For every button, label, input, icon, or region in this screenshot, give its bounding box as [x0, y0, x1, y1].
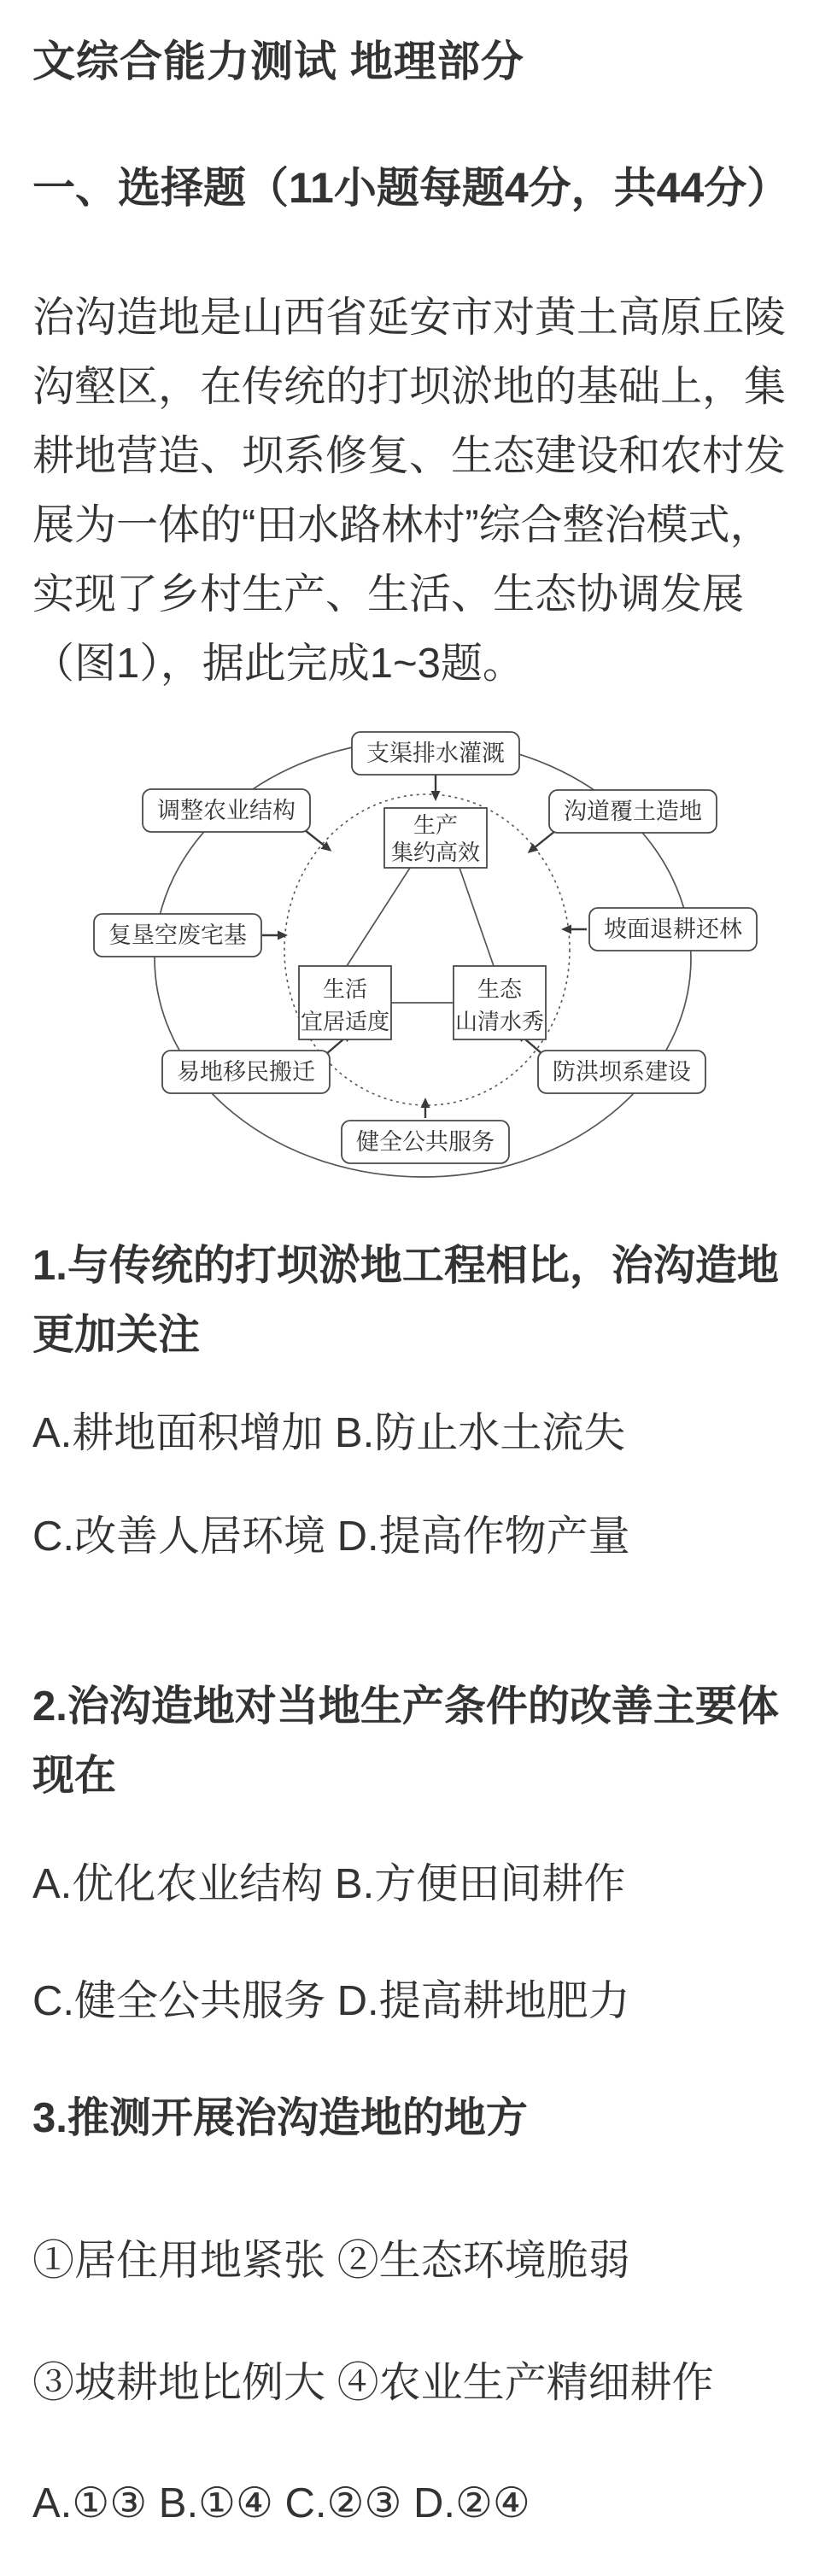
node-label: 健全公共服务 [356, 1129, 495, 1155]
arrow-top-right-icon [530, 831, 555, 852]
figure-1-gully-diagram [68, 729, 769, 1218]
node-reclaim-vacant-homesteads [94, 914, 261, 957]
node-living-livable-moderate [299, 966, 391, 1039]
node-label: 易地移民搬迁 [177, 1059, 315, 1085]
node-label-line1: 生态 [477, 976, 523, 1002]
node-slope-farmland-to-forest [589, 908, 757, 951]
node-flood-control-dam-construction [538, 1051, 705, 1093]
question-3-items-1-2: ①居住用地紧张 ②生态环境脆弱 [32, 2238, 630, 2284]
node-ecology-clear-mountains-waters [454, 966, 546, 1039]
intro-line-5: 实现了乡村生产、生活、生态协调发展 [32, 571, 745, 618]
question-1 [32, 1232, 805, 1572]
node-channel-soil-landmaking [549, 790, 717, 833]
triangle-line-left [347, 868, 410, 966]
question-3 [32, 2084, 805, 2538]
node-label: 沟道覆土造地 [564, 799, 702, 824]
node-production-intensive-efficient [384, 808, 487, 868]
section-heading: 一、选择题（11小题每题4分，共44分） [32, 164, 790, 212]
intro-line-4: 展为一体的“田水路林村”综合整治模式， [32, 502, 772, 548]
node-label: 支渠排水灌溉 [366, 741, 505, 766]
node-improve-public-services [342, 1121, 509, 1163]
question-1-stem-line-2: 更加关注 [32, 1312, 201, 1358]
node-relocation-migration [162, 1051, 330, 1093]
node-label-line1: 生活 [322, 976, 368, 1002]
intro-line-6: （图1），据此完成1~3题。 [32, 641, 524, 687]
question-2-options-cd: C.健全公共服务 D.提高耕地肥力 [32, 1978, 630, 2024]
question-2-stem-line-2: 现在 [32, 1753, 117, 1799]
question-1-options-ab: A.耕地面积增加 B.防止水土流失 [32, 1410, 626, 1456]
page-title: 文综合能力测试 地理部分 [32, 38, 524, 85]
node-label: 坡面退耕还林 [604, 916, 742, 942]
question-2-options-ab: A.优化农业结构 B.方便田间耕作 [32, 1861, 626, 1907]
question-2-stem-line-1: 2.治沟造地对当地生产条件的改善主要体 [32, 1683, 779, 1730]
node-label: 调整农业结构 [157, 798, 296, 823]
node-label: 复垦空废宅基 [108, 922, 247, 948]
node-adjust-agriculture-structure [143, 789, 310, 832]
intro-paragraph [32, 284, 805, 699]
gully-cycle-svg [68, 729, 769, 1218]
node-label-line2: 集约高效 [390, 840, 481, 865]
node-branch-drainage-irrigation [352, 732, 519, 775]
node-label-line1: 生产 [413, 812, 459, 838]
intro-line-3: 耕地营造、坝系修复、生态建设和农村发 [32, 433, 787, 479]
question-1-stem-line-1: 1.与传统的打坝淤地工程相比，治沟造地 [32, 1243, 779, 1289]
node-label-line2: 山清水秀 [454, 1009, 545, 1034]
question-2 [32, 1672, 805, 2036]
triangle-line-right [459, 868, 494, 966]
intro-line-2: 沟壑区，在传统的打坝淤地的基础上，集 [32, 364, 787, 410]
question-1-options-cd: C.改善人居环境 D.提高作物产量 [32, 1513, 630, 1560]
node-label: 防洪坝系建设 [553, 1059, 691, 1085]
node-label-line2: 宜居适度 [300, 1009, 390, 1034]
question-3-stem-line-1: 3.推测开展治沟造地的地方 [32, 2095, 528, 2141]
intro-line-1: 治沟造地是山西省延安市对黄土高原丘陵 [32, 295, 787, 341]
question-3-options-abcd: A.①③ B.①④ C.②③ D.②④ [32, 2480, 530, 2526]
arrow-top-left-icon [305, 830, 330, 850]
question-3-items-3-4: ③坡耕地比例大 ④农业生产精细耕作 [32, 2360, 714, 2406]
